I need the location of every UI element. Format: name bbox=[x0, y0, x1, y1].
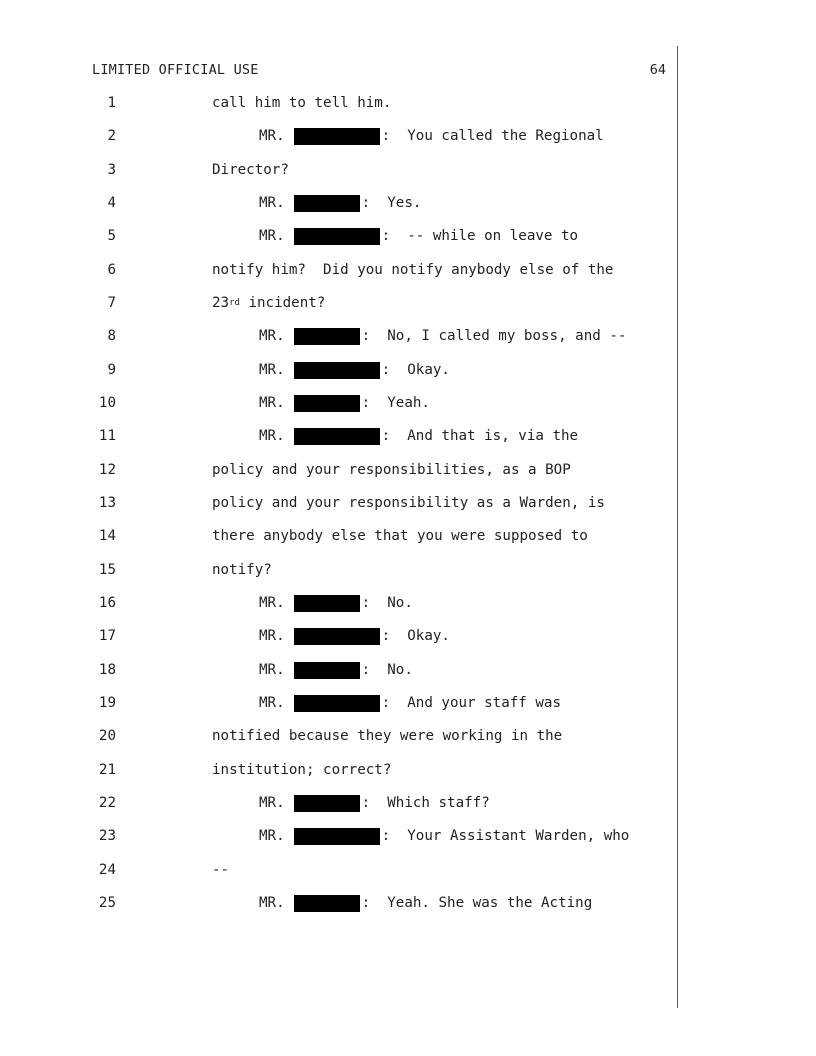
line-text: notify him? Did you notify anybody else of the bbox=[212, 262, 614, 278]
redacted-name-box bbox=[294, 395, 360, 412]
speech: : No. bbox=[361, 662, 413, 678]
line-text: Director? bbox=[212, 162, 289, 178]
redacted-name-box bbox=[294, 595, 360, 612]
line-number: 13 bbox=[98, 495, 116, 511]
line-text: notify? bbox=[212, 562, 272, 578]
speech: : No. bbox=[361, 595, 413, 611]
speaker-turn bbox=[259, 393, 430, 413]
line-text: -- bbox=[212, 862, 230, 878]
line-number: 22 bbox=[98, 795, 116, 811]
redacted-name-box bbox=[294, 228, 380, 245]
speaker-title: MR. bbox=[259, 428, 285, 444]
transcript-line bbox=[0, 326, 680, 346]
speaker-turn bbox=[259, 126, 604, 146]
line-number: 10 bbox=[98, 395, 116, 411]
redacted-name-box bbox=[294, 428, 380, 445]
transcript-line bbox=[0, 793, 680, 813]
speech: : Yeah. She was the Acting bbox=[361, 895, 593, 911]
transcript-line bbox=[0, 693, 680, 713]
speech: : And that is, via the bbox=[381, 428, 579, 444]
transcript-line bbox=[0, 493, 680, 513]
line-number: 6 bbox=[107, 262, 116, 278]
speech: : Yes. bbox=[361, 195, 422, 211]
line-number: 16 bbox=[98, 595, 116, 611]
speaker-turn bbox=[259, 593, 413, 613]
transcript-line bbox=[0, 660, 680, 680]
speaker-turn bbox=[259, 626, 450, 646]
line-number: 24 bbox=[98, 862, 116, 878]
line-number: 23 bbox=[98, 828, 116, 844]
transcript-line bbox=[0, 726, 680, 746]
transcript-line bbox=[0, 260, 680, 280]
transcript-line bbox=[0, 560, 680, 580]
redacted-name-box bbox=[294, 362, 380, 379]
speech: : No, I called my boss, and -- bbox=[361, 328, 627, 344]
speaker-title: MR. bbox=[259, 328, 285, 344]
speech: : Okay. bbox=[381, 628, 450, 644]
line-number: 8 bbox=[107, 328, 116, 344]
speech: : And your staff was bbox=[381, 695, 561, 711]
speaker-title: MR. bbox=[259, 795, 285, 811]
speaker-turn bbox=[259, 826, 629, 846]
speaker-title: MR. bbox=[259, 895, 285, 911]
transcript-line bbox=[0, 93, 680, 113]
classification-header: LIMITED OFFICIAL USE bbox=[92, 62, 259, 78]
line-text: institution; correct? bbox=[212, 762, 392, 778]
transcript-line bbox=[0, 393, 680, 413]
redacted-name-box bbox=[294, 828, 380, 845]
line-text: policy and your responsibilities, as a BOP bbox=[212, 462, 571, 478]
transcript-line bbox=[0, 126, 680, 146]
transcript-line bbox=[0, 160, 680, 180]
line-text: there anybody else that you were supposed to bbox=[212, 528, 588, 544]
line-number: 21 bbox=[98, 762, 116, 778]
speaker-title: MR. bbox=[259, 628, 285, 644]
line-number: 25 bbox=[98, 895, 116, 911]
speaker-title: MR. bbox=[259, 395, 285, 411]
speech: : Which staff? bbox=[361, 795, 490, 811]
transcript-line bbox=[0, 860, 680, 880]
speaker-turn bbox=[259, 793, 490, 813]
line-number: 20 bbox=[98, 728, 116, 744]
speaker-title: MR. bbox=[259, 595, 285, 611]
redacted-name-box bbox=[294, 662, 360, 679]
line-number: 17 bbox=[98, 628, 116, 644]
speaker-turn bbox=[259, 360, 450, 380]
line-number: 7 bbox=[107, 295, 116, 311]
transcript-line bbox=[0, 893, 680, 913]
line-text: notified because they were working in the bbox=[212, 728, 563, 744]
transcript-line bbox=[0, 426, 680, 446]
speech: : -- while on leave to bbox=[381, 228, 579, 244]
line-number: 9 bbox=[107, 362, 116, 378]
line-number: 14 bbox=[98, 528, 116, 544]
speech: : Okay. bbox=[381, 362, 450, 378]
speaker-turn bbox=[259, 660, 413, 680]
speaker-title: MR. bbox=[259, 195, 285, 211]
redacted-name-box bbox=[294, 328, 360, 345]
transcript-line bbox=[0, 293, 680, 313]
redacted-name-box bbox=[294, 195, 360, 212]
transcript-line bbox=[0, 826, 680, 846]
line-text: call him to tell him. bbox=[212, 95, 392, 111]
redacted-name-box bbox=[294, 795, 360, 812]
line-number: 2 bbox=[107, 128, 116, 144]
transcript-line bbox=[0, 526, 680, 546]
redacted-name-box bbox=[294, 628, 380, 645]
line-number: 12 bbox=[98, 462, 116, 478]
line-number: 5 bbox=[107, 228, 116, 244]
speaker-turn bbox=[259, 326, 626, 346]
speaker-title: MR. bbox=[259, 228, 285, 244]
transcript-line bbox=[0, 193, 680, 213]
line-number: 18 bbox=[98, 662, 116, 678]
line-number: 1 bbox=[107, 95, 116, 111]
transcript-line bbox=[0, 760, 680, 780]
speaker-turn bbox=[259, 426, 578, 446]
speaker-title: MR. bbox=[259, 695, 285, 711]
line-number: 11 bbox=[98, 428, 116, 444]
redacted-name-box bbox=[294, 128, 380, 145]
speech: : Your Assistant Warden, who bbox=[381, 828, 630, 844]
transcript-line bbox=[0, 360, 680, 380]
line-number: 19 bbox=[98, 695, 116, 711]
transcript-line bbox=[0, 626, 680, 646]
line-number: 3 bbox=[107, 162, 116, 178]
line-number: 15 bbox=[98, 562, 116, 578]
redacted-name-box bbox=[294, 695, 380, 712]
transcript-line bbox=[0, 460, 680, 480]
line-text: 23 rd incident? bbox=[212, 295, 326, 311]
speaker-turn bbox=[259, 693, 561, 713]
line-number: 4 bbox=[107, 195, 116, 211]
transcript-line bbox=[0, 226, 680, 246]
redacted-name-box bbox=[294, 895, 360, 912]
speaker-turn bbox=[259, 226, 578, 246]
speaker-title: MR. bbox=[259, 362, 285, 378]
speaker-turn bbox=[259, 193, 421, 213]
page-number: 64 bbox=[649, 62, 666, 78]
speech: : Yeah. bbox=[361, 395, 430, 411]
line-text: policy and your responsibility as a Warden, is bbox=[212, 495, 605, 511]
speaker-turn bbox=[259, 893, 592, 913]
speaker-title: MR. bbox=[259, 828, 285, 844]
speaker-title: MR. bbox=[259, 128, 285, 144]
speech: : You called the Regional bbox=[381, 128, 604, 144]
speaker-title: MR. bbox=[259, 662, 285, 678]
transcript-line bbox=[0, 593, 680, 613]
